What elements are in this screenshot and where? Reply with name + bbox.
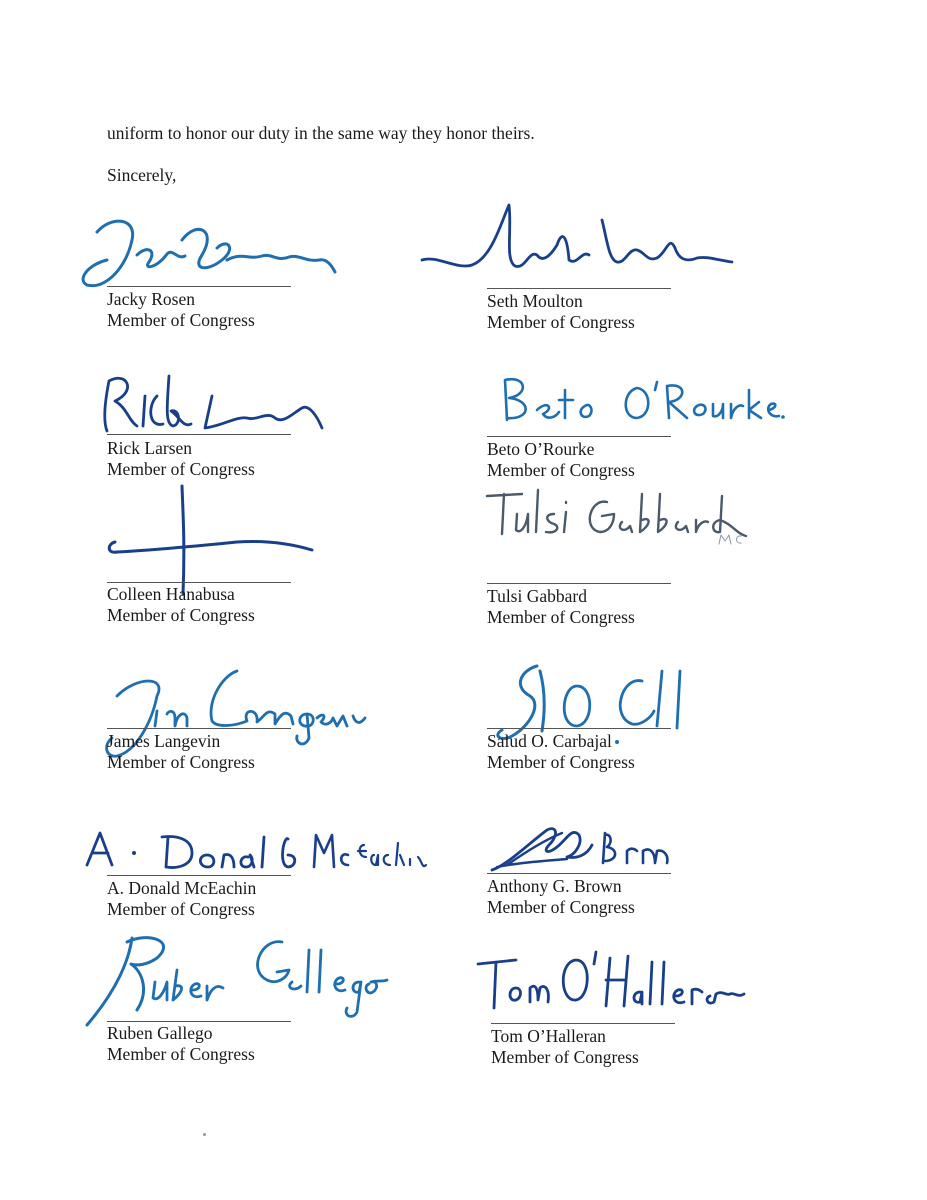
signature-block-jacky-rosen	[107, 200, 367, 330]
signature-line	[487, 436, 671, 437]
signature-line	[107, 582, 291, 583]
signature-block-ruben-gallego	[107, 930, 367, 1064]
signature-block-a-donald-mceachin	[107, 820, 367, 940]
signatory-name: Anthony G. Brown	[487, 876, 622, 896]
signature-suffix-mark	[717, 532, 757, 546]
signature-beto-orourke	[497, 370, 787, 430]
signatory-title: Member of Congress	[107, 459, 255, 479]
signatory-name: Tulsi Gabbard	[487, 586, 587, 606]
signature-block-tulsi-gabbard	[487, 484, 747, 627]
signature-line	[107, 434, 291, 435]
signatory-title: Member of Congress	[107, 752, 255, 772]
signature-block-anthony-brown	[487, 815, 747, 935]
signatory-title: Member of Congress	[487, 607, 635, 627]
signatory-title: Member of Congress	[107, 899, 255, 919]
signature-block-tom-ohalleran	[491, 950, 751, 1070]
signature-ruben-gallego	[77, 930, 387, 1030]
signatory-title: Member of Congress	[107, 1044, 255, 1064]
signature-jacky-rosen	[77, 210, 337, 295]
signature-anthony-brown	[487, 815, 677, 875]
scan-speck	[203, 1133, 206, 1136]
signatory-name: Rick Larsen	[107, 438, 193, 458]
signature-a-donald-mceachin	[82, 825, 427, 885]
signature-rick-larsen	[97, 366, 327, 436]
signatory-name: Jacky Rosen	[107, 289, 195, 309]
signature-line	[107, 728, 291, 729]
signature-tom-ohalleran	[476, 950, 746, 1015]
signatory-title: Member of Congress	[487, 897, 635, 917]
signatory-name: Seth Moulton	[487, 291, 583, 311]
signatory-title: Member of Congress	[491, 1047, 639, 1067]
closing-paragraph-line: uniform to honor our duty in the same way they honor theirs.	[107, 123, 535, 143]
signatory-name: A. Donald McEachin	[107, 878, 257, 898]
signature-line	[107, 1021, 291, 1022]
signatory-name: Beto O’Rourke	[487, 439, 595, 459]
signature-block-rick-larsen	[107, 366, 367, 486]
signature-colleen-hanabusa	[97, 484, 327, 594]
signature-tulsi-gabbard	[482, 484, 752, 554]
signatory-title: Member of Congress	[107, 310, 255, 330]
signature-line	[487, 583, 671, 584]
signature-line	[107, 875, 291, 876]
signatory-title: Member of Congress	[487, 312, 635, 332]
signatory-name: Tom O’Halleran	[491, 1026, 606, 1046]
signature-line	[487, 728, 671, 729]
signatory-title: Member of Congress	[487, 460, 635, 480]
signature-line	[107, 286, 291, 287]
signatory-name: Colleen Hanabusa	[107, 584, 235, 604]
signatory-title: Member of Congress	[487, 752, 635, 772]
signature-line	[491, 1023, 675, 1024]
signature-line	[487, 288, 671, 289]
salutation: Sincerely,	[107, 165, 177, 185]
signature-block-colleen-hanabusa	[107, 484, 367, 625]
signatory-name: James Langevin	[107, 731, 221, 751]
signature-line	[487, 873, 671, 874]
signatory-name: Ruben Gallego	[107, 1023, 213, 1043]
signature-seth-moulton	[417, 200, 737, 290]
signature-block-beto-orourke	[487, 370, 747, 490]
signatory-title: Member of Congress	[107, 605, 255, 625]
signature-block-salud-carbajal	[487, 656, 747, 776]
signature-block-seth-moulton	[487, 200, 747, 332]
signatory-name: Salud O. Carbajal	[487, 731, 612, 751]
signature-block-james-langevin	[107, 656, 367, 776]
